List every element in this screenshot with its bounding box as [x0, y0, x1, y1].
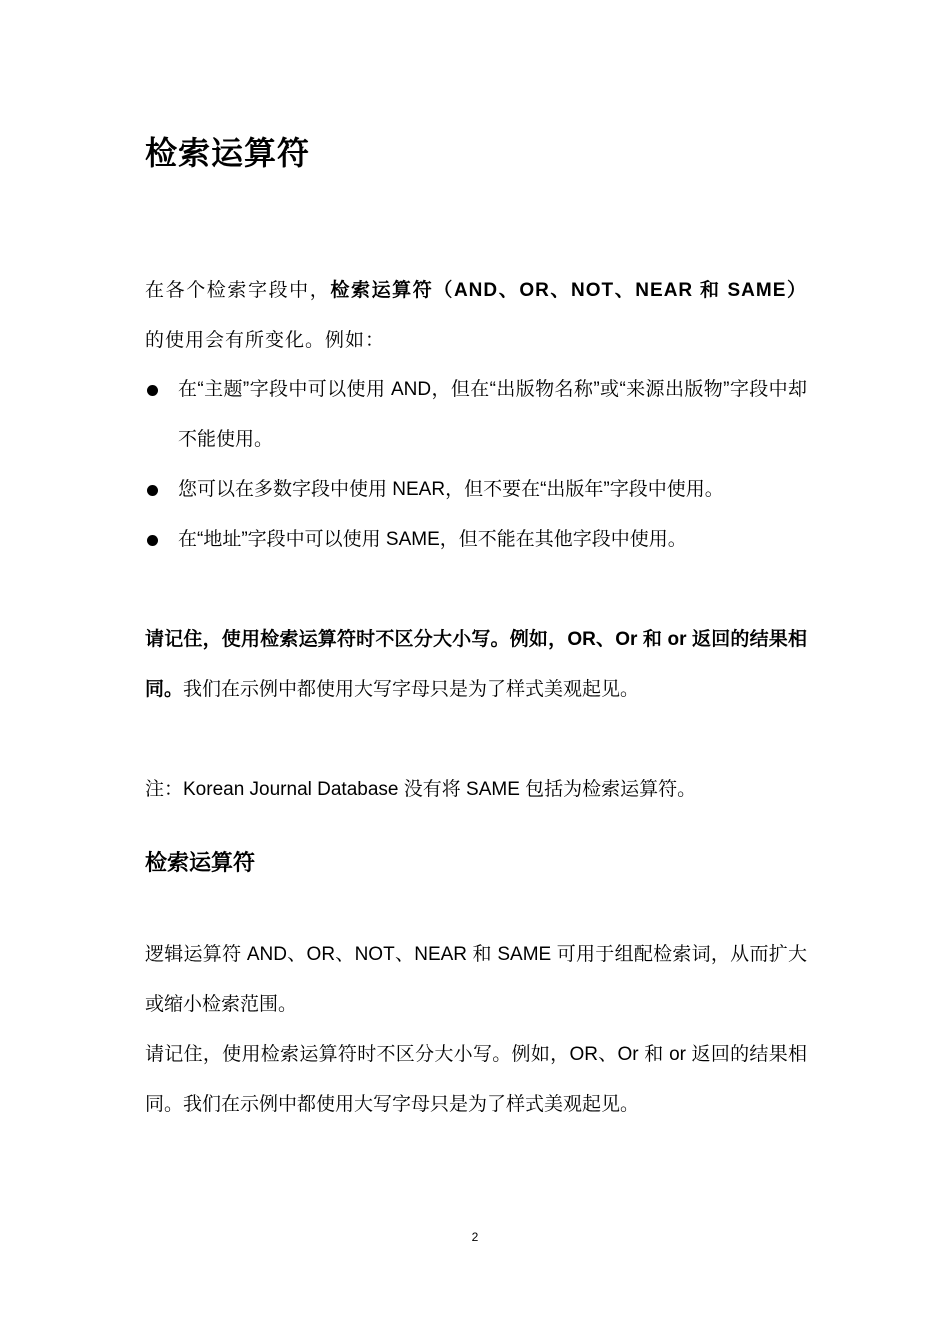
list-item	[145, 465, 807, 515]
list-item-text: 在“主题”字段中可以使用 AND，但在“出版物名称”或“来源出版物”字段中却不能使用。	[178, 379, 807, 450]
bullet-list	[145, 365, 807, 565]
logic-paragraph: 逻辑运算符 AND、OR、NOT、NEAR 和 SAME 可用于组配检索词，从而扩大或缩小检索范围。	[145, 944, 807, 1015]
remember-normal-text: 我们在示例中都使用大写字母只是为了样式美观起见。	[183, 679, 640, 700]
remember-bold-text: 请记住，使用检索运算符时不区分大小写。例如，OR、Or 和 or 返回的结果相同。	[145, 629, 807, 700]
list-item-text: 您可以在多数字段中使用 NEAR，但不要在“出版年”字段中使用。	[178, 479, 724, 500]
note-paragraph: 注：Korean Journal Database 没有将 SAME 包括为检索运算符。	[145, 779, 697, 800]
list-item	[145, 515, 807, 565]
list-item	[145, 365, 807, 465]
page-title: 检索运算符	[145, 134, 311, 172]
list-item-text: 在“地址”字段中可以使用 SAME，但不能在其他字段中使用。	[178, 529, 687, 550]
intro-bold-text: 检索运算符（AND、OR、NOT、NEAR 和 SAME）	[330, 280, 807, 301]
page-number: 2	[471, 1230, 479, 1244]
intro-rest-text: 的使用会有所变化。例如：	[145, 330, 386, 351]
section-heading: 检索运算符	[145, 851, 256, 876]
bullet-icon	[147, 535, 158, 546]
remember2-paragraph: 请记住，使用检索运算符时不区分大小写。例如，OR、Or 和 or 返回的结果相同。我们在示例中都使用大写字母只是为了样式美观起见。	[145, 1044, 807, 1115]
intro-paragraph	[145, 266, 807, 366]
bullet-icon	[147, 485, 158, 496]
remember-paragraph	[145, 615, 807, 715]
bullet-icon	[147, 385, 158, 396]
intro-text: 在各个检索字段中，	[145, 280, 331, 301]
